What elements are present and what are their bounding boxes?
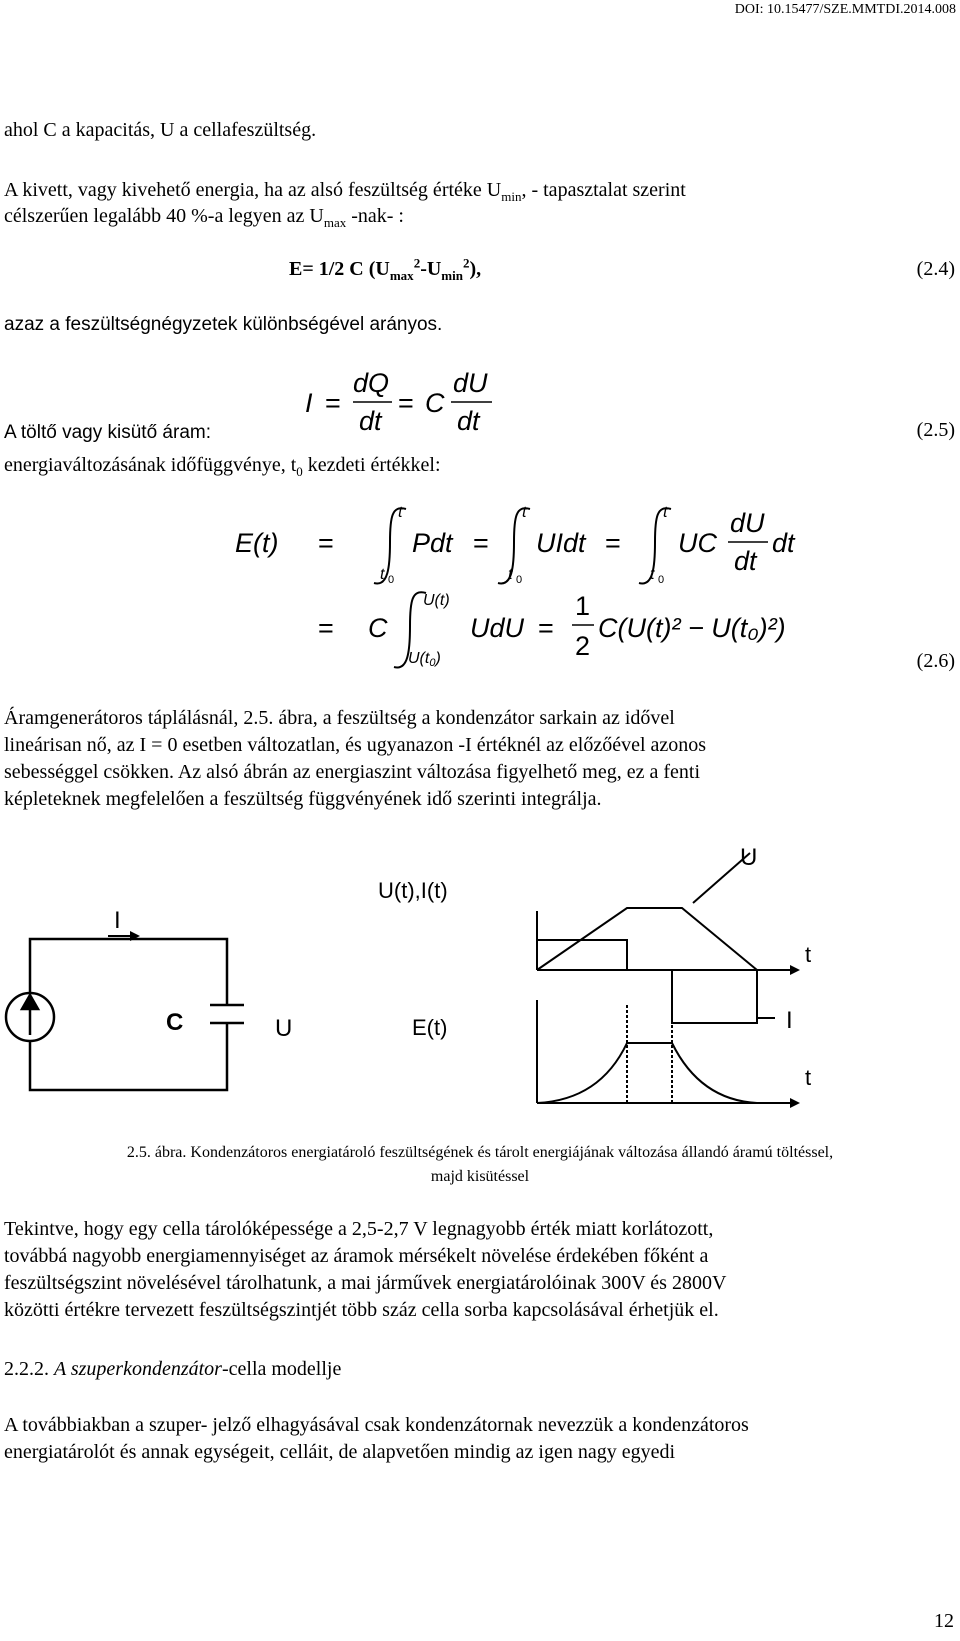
equation-number-2-6: (2.6) (916, 650, 955, 672)
top-plot-axis-label: U(t),I(t) (378, 878, 448, 903)
top-plot (537, 853, 800, 1023)
eq26-int4-lower: U(t0) (408, 650, 441, 669)
eq26-int2-lower-sub: 0 (516, 574, 523, 586)
current-negative-pulse (672, 970, 757, 1023)
eq26-int3-upper: t (663, 504, 668, 521)
top-plot-u-label: U (740, 844, 758, 871)
paragraph-difference: azaz a feszültségnégyzetek különbségével arányos. (4, 314, 443, 335)
eq26-UIdt: UIdt (536, 528, 586, 558)
eq26-int1-upper: t (398, 504, 403, 521)
eq25-dt2: dt (457, 406, 480, 436)
bottom-plot-t-label: t (805, 1065, 812, 1090)
paragraph-current-generator: Áramgenerátoros táplálásnál, 2.5. ábra, a feszültség a kondenzátor sarkain az idővel lineárisan nő, az I = 0 esetben változatlan, és ugyanazon -I értéknél az előzőével azonos sebességgel csökken. Az alsó ábrán az energiaszint változása figyelhető meg, ez a fenti képleteknek megfelelően a feszültség függvényének idő szerinti integrálja. (4, 707, 707, 810)
bottom-plot-axis-label: E(t) (412, 1015, 448, 1040)
circuit-current-label: I (114, 907, 121, 934)
eq26-eq2: = (473, 528, 489, 558)
top-plot-t-label: t (805, 942, 812, 967)
eq26-eq4: = (318, 613, 334, 643)
eq26-two: 2 (575, 631, 591, 661)
eq25-eq1: = (325, 388, 341, 418)
eq26-C: C (368, 613, 388, 643)
eq25-dU: dU (453, 368, 488, 398)
paragraph-capacity: ahol C a kapacitás, U a cellafeszültség. (4, 119, 317, 141)
eq26-tail: C(U(t)² − U(t₀)²) (598, 613, 786, 643)
eq26-int3-lower: t (650, 566, 655, 583)
bottom-plot (537, 1000, 800, 1108)
figure-caption: 2.5. ábra. Kondenzátoros energiatároló feszültségének és tárolt energiájának változása állandó áramú töltéssel, majd kisütéssel (126, 1144, 834, 1185)
equation-number-2-5: (2.5) (916, 419, 955, 441)
eq25-eq2: = (398, 388, 414, 418)
doi-header: DOI: 10.15477/SZE.MMTDI.2014.008 (734, 2, 956, 17)
eq25-I: I (305, 388, 313, 418)
eq26-dt: dt (734, 546, 757, 576)
eq26-eq1: = (318, 528, 334, 558)
eq26-dU: dU (730, 508, 765, 538)
paragraph-time-function: energiaváltozásának időfüggvénye, $t_0$ kezdeti értékkel: (4, 454, 441, 479)
eq26-UdU: UdU (470, 613, 525, 643)
equation-2-4: E= 1/2 C $(U_{max}^2-U_{min}^2)$, (289, 255, 482, 283)
eq26-Et: E(t) (235, 528, 279, 558)
figure-2-5 (0, 835, 960, 1135)
current-positive-pulse (537, 940, 627, 970)
paragraph-energy-line1: A kivett, vagy kivehető energia, ha az alsó feszültség értéke $U_{min}$, - tapasztalat szerint (4, 179, 686, 204)
eq26-int3-lower-sub: 0 (658, 574, 665, 586)
paragraph-model-intro: A továbbiakban a szuper- jelző elhagyásával csak kondenzátornak nevezzük a kondenzátoros energiatárolót és annak egységeit, celláit, de alapvetően mindig az igen nagy egyedi (4, 1414, 749, 1463)
equation-number-2-4: (2.4) (916, 258, 955, 280)
eq26-eq5: = (538, 613, 554, 643)
eq26-int1-lower: t (380, 566, 385, 583)
top-plot-i-label: I (786, 1007, 793, 1034)
paragraph-energy-line2: célszerűen legalább 40 %-a legyen az $U_{max}$ -nak- : (4, 205, 404, 230)
energy-fall-curve (672, 1043, 757, 1103)
eq26-Pdt: Pdt (412, 528, 453, 558)
circuit-voltage-label: U (275, 1015, 293, 1042)
eq26-int1-lower-sub: 0 (388, 574, 395, 586)
equation-2-5 (295, 362, 505, 442)
eq26-dt2: dt (772, 528, 795, 558)
eq25-C: C (425, 388, 445, 418)
paragraph-cell-capacity: Tekintve, hogy egy cella tárolóképessége a 2,5-2,7 V legnagyobb érték miatt korlátozott, továbbá nagyobb energiamennyiséget az áramok mérsékelt növelése érdekében főként a feszültségszint növelésével tárolhatunk, a mai járművek energiatárolóinak 300V és 2800V közötti értékre tervezett feszültségszintjét több száz cella sorba kapcsolásával érhetjük el. (4, 1218, 727, 1321)
eq26-int2-upper: t (522, 504, 527, 521)
circuit-capacitor-label: C (166, 1009, 184, 1036)
eq25-dt1: dt (359, 406, 382, 436)
eq26-one: 1 (575, 591, 591, 621)
eq26-int2-lower: t (508, 566, 513, 583)
energy-rise-curve (537, 1043, 627, 1103)
circuit-diagram (6, 931, 244, 1090)
eq26-UC: UC (678, 528, 717, 558)
eq26-int4-upper: U(t) (423, 592, 450, 609)
eq26-eq3: = (605, 528, 621, 558)
equation-2-6 (230, 497, 830, 672)
page-number: 12 (934, 1610, 954, 1632)
section-heading: 2.2.2. A szuperkondenzátor-cella modellje (4, 1358, 342, 1380)
current-label: A töltő vagy kisütő áram: (4, 422, 211, 443)
eq25-dQ: dQ (353, 368, 390, 398)
